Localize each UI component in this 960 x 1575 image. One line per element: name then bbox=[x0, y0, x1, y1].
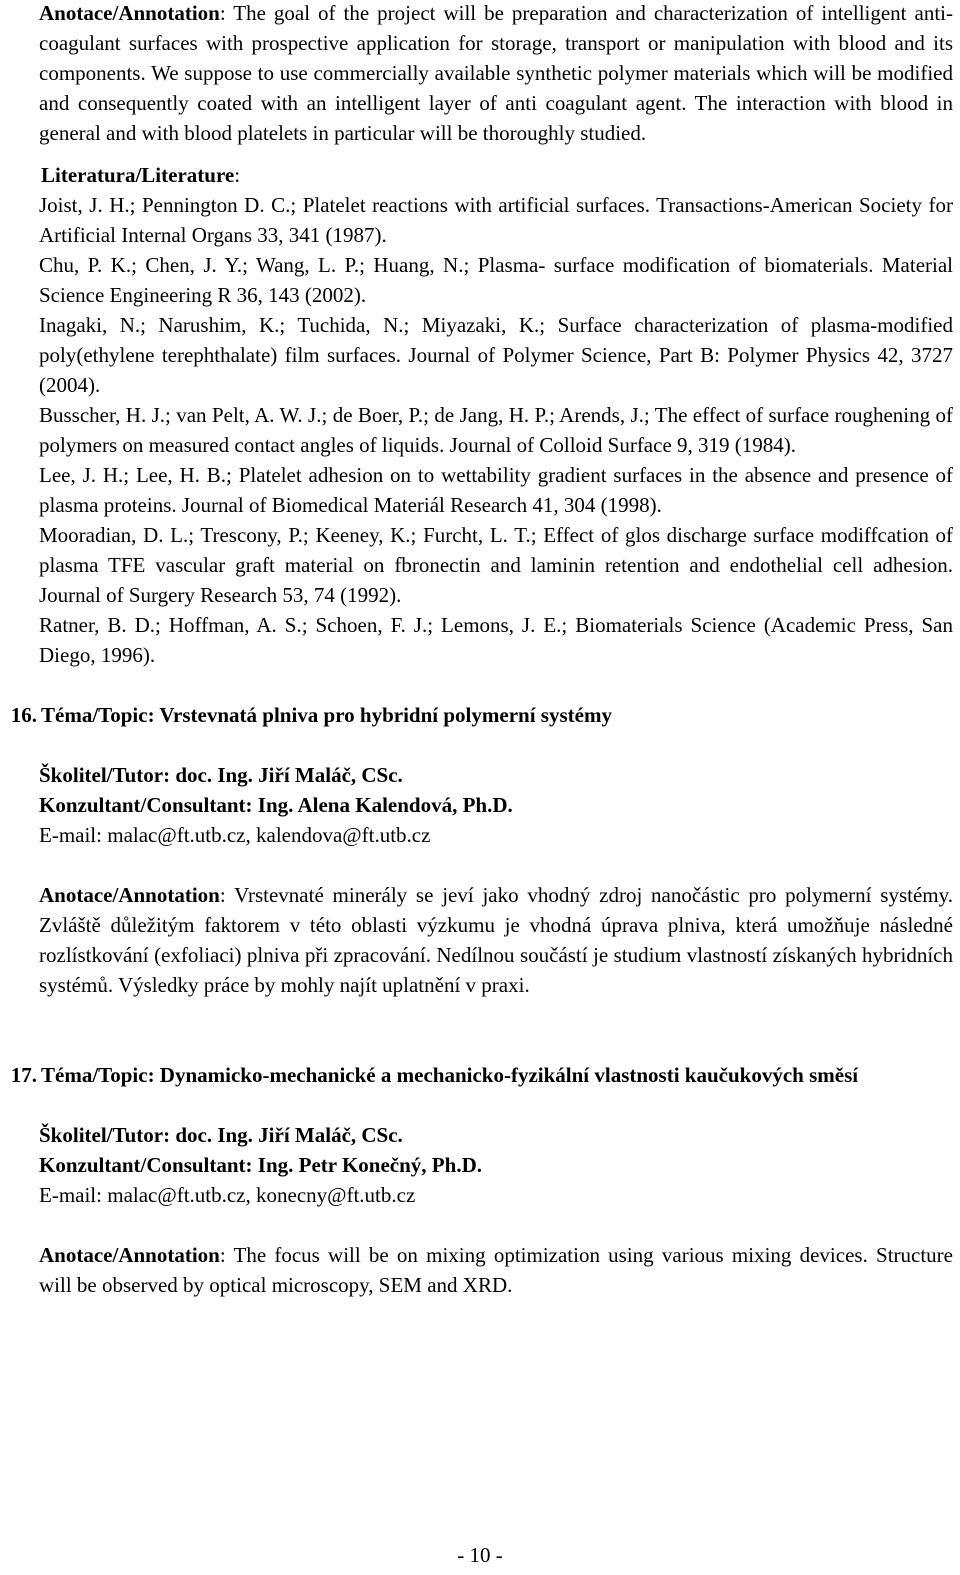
literature-item: Inagaki, N.; Narushim, K.; Tuchida, N.; Miyazaki, K.; Surface characterization of plasma-modified poly(ethylene terephthalate) film surfaces. Journal of Polymer Science, Part B: Polymer Physics 42, 3727 (2004). bbox=[39, 313, 953, 397]
topic-17-email: E-mail: malac@ft.utb.cz, konecny@ft.utb.cz bbox=[39, 1183, 416, 1207]
intro-annotation bbox=[39, 0, 953, 148]
literature-item: Mooradian, D. L.; Trescony, P.; Keeney, K.; Furcht, L. T.; Effect of glos discharge surface modiffcation of plasma TFE vascular graft material on fbronectin and laminin retention and endothelial cell adhesion. Journal of Surgery Research 53, 74 (1992). bbox=[39, 523, 953, 607]
topic-17-tutor: Školitel/Tutor: doc. Ing. Jiří Maláč, CSc. bbox=[39, 1123, 403, 1147]
literature-heading bbox=[39, 160, 953, 190]
literature-list bbox=[39, 190, 953, 670]
topic-16-number: 16. bbox=[10, 703, 37, 727]
literature-heading-label: Literatura/Literature bbox=[41, 163, 235, 187]
topic-17-annotation bbox=[39, 1240, 953, 1300]
topic-16 bbox=[10, 700, 953, 1000]
topic-17-annotation-label: Anotace/Annotation bbox=[39, 1243, 220, 1267]
literature-item: Joist, J. H.; Pennington D. C.; Platelet reactions with artificial surfaces. Transactions-American Society for Artificial Internal Organs 33, 341 (1987). bbox=[39, 193, 953, 247]
topic-17 bbox=[10, 1060, 953, 1300]
topic-16-title: Téma/Topic: Vrstevnatá plniva pro hybridní polymerní systémy bbox=[41, 703, 612, 727]
topic-16-email: E-mail: malac@ft.utb.cz, kalendova@ft.utb.cz bbox=[39, 823, 431, 847]
topic-17-number: 17. bbox=[10, 1063, 37, 1087]
topic-16-consultant: Konzultant/Consultant: Ing. Alena Kalendová, Ph.D. bbox=[39, 793, 513, 817]
intro-annotation-label: Anotace/Annotation bbox=[39, 1, 220, 25]
topic-16-annotation bbox=[39, 880, 953, 1000]
literature-heading-colon: : bbox=[234, 163, 241, 187]
topic-16-heading bbox=[10, 700, 953, 730]
page-number: - 10 - bbox=[457, 1543, 503, 1567]
literature-item: Busscher, H. J.; van Pelt, A. W. J.; de Boer, P.; de Jang, H. P.; Arends, J.; The effect of surface roughening of polymers on measured contact angles of liquids. Journal of Colloid Surface 9, 319 (1984). bbox=[39, 403, 953, 457]
literature-item: Lee, J. H.; Lee, H. B.; Platelet adhesion on to wettability gradient surfaces in the absence and presence of plasma proteins. Journal of Biomedical Materiál Research 41, 304 (1998). bbox=[39, 463, 953, 517]
topic-17-consultant: Konzultant/Consultant: Ing. Petr Konečný, Ph.D. bbox=[39, 1153, 482, 1177]
topic-17-heading bbox=[10, 1060, 861, 1090]
literature-item: Chu, P. K.; Chen, J. Y.; Wang, L. P.; Huang, N.; Plasma- surface modification of biomaterials. Material Science Engineering R 36, 143 (2002). bbox=[39, 253, 953, 307]
intro-annotation-text: : The goal of the project will be preparation and characterization of intelligent anti-coagulant surfaces with prospective application for storage, transport or manipulation with blood and its components. We suppose to use commercially available synthetic polymer materials which will be modified and consequently coated with an intelligent layer of anti coagulant agent. The interaction with blood in general and with blood platelets in particular will be thoroughly studied. bbox=[39, 1, 953, 145]
topic-17-annotation-text: : The focus will be on mixing optimization using various mixing devices. Structure will be observed by optical microscopy, SEM and XRD. bbox=[39, 1243, 953, 1297]
topic-16-annotation-text: : Vrstevnaté minerály se jeví jako vhodný zdroj nanočástic pro polymerní systémy. Zvláště důležitým faktorem v této oblasti výzkumu je vhodná úprava plniva, která umožňuje následné rozlístkování (exfoliaci) plniva při zpracování. Nedílnou součástí je studium vlastností získaných hybridních systémů. Výsledky práce by mohly najít uplatnění v praxi. bbox=[39, 883, 953, 997]
literature-item: Ratner, B. D.; Hoffman, A. S.; Schoen, F. J.; Lemons, J. E.; Biomaterials Science (Academic Press, San Diego, 1996). bbox=[39, 613, 953, 667]
topic-16-tutor: Školitel/Tutor: doc. Ing. Jiří Maláč, CSc. bbox=[39, 763, 403, 787]
topic-17-title: Téma/Topic: Dynamicko-mechanické a mechanicko-fyzikální vlastnosti kaučukových směsí bbox=[41, 1063, 859, 1087]
topic-16-annotation-label: Anotace/Annotation bbox=[39, 883, 220, 907]
document-page bbox=[10, 0, 953, 1300]
